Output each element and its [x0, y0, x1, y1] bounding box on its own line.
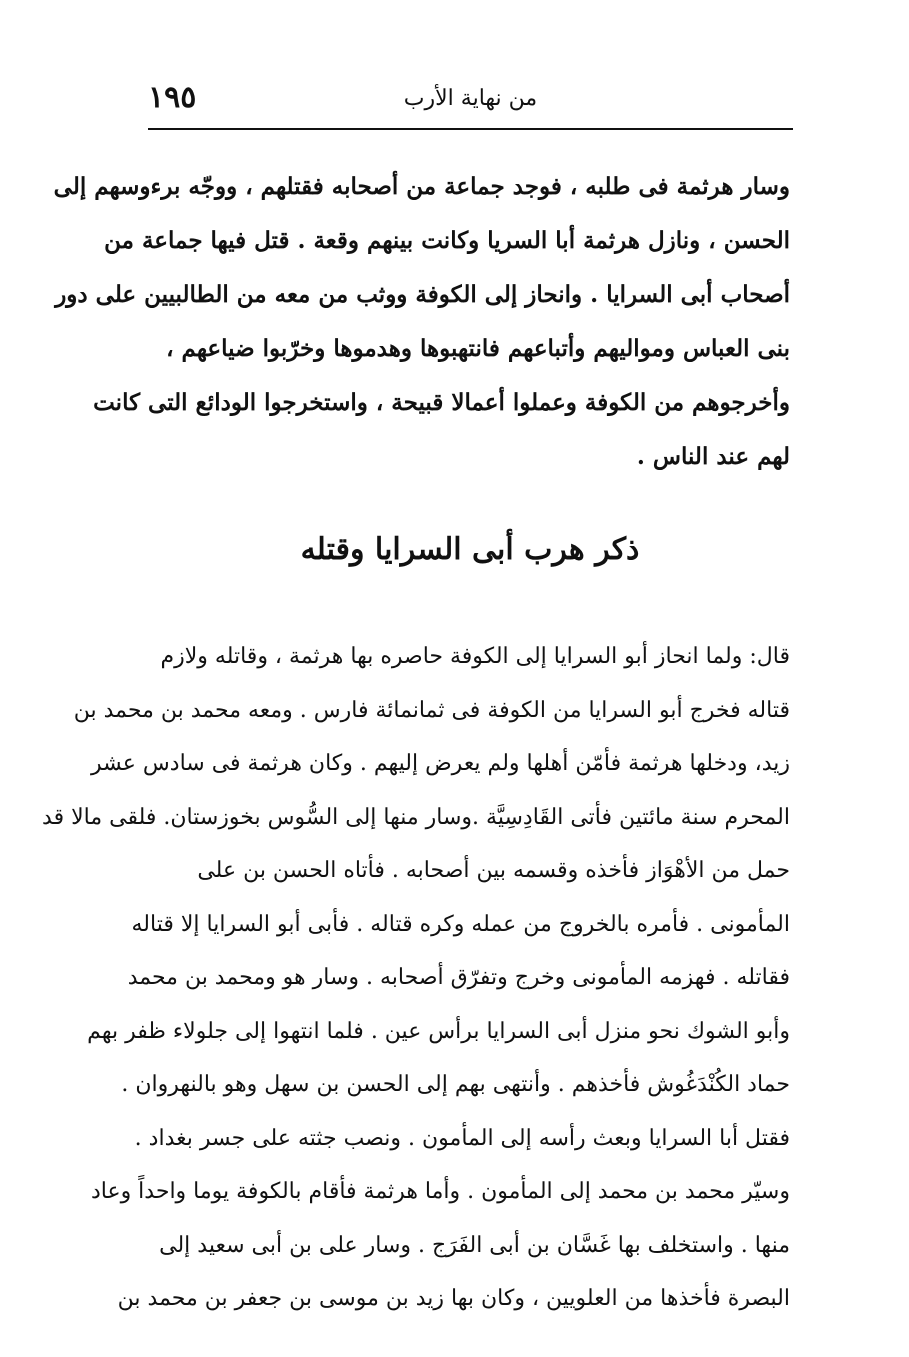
paragraph-1: [53, 160, 790, 484]
text-line: الحسن ، ونازل هرثمة أبا السريا وكانت بينهم وقعة . قتل فيها جماعة من: [104, 227, 790, 254]
page-header: [148, 80, 793, 120]
text-line: وأبو الشوك نحو منزل أبى السرايا برأس عين . فلما انتهوا إلى جلولاء ظفر بهم: [87, 1018, 790, 1044]
text-line: المأمونى . فأمره بالخروج من عمله وكره قتاله . فأبى أبو السرايا إلا قتاله: [131, 911, 790, 937]
page-number: ١٩٥: [148, 80, 197, 115]
text-line: فقتل أبا السرايا وبعث رأسه إلى المأمون . ونصب جثته على جسر بغداد .: [134, 1125, 790, 1151]
text-line: قال: ولما انحاز أبو السرايا إلى الكوفة حاصره بها هرثمة ، وقاتله ولازم: [160, 644, 790, 669]
text-line: فقاتله . فهزمه المأمونى وخرج وتفرّق أصحابه . وسار هو ومحمد بن محمد: [127, 965, 790, 990]
paragraph-2: [42, 630, 790, 1326]
text-line: البصرة فأخذها من العلويين ، وكان بها زيد بن موسى بن جعفر بن محمد بن: [117, 1286, 790, 1311]
text-line: وأخرجوهم من الكوفة وعملوا أعمالا قبيحة ، واستخرجوا الودائع التى كانت: [93, 389, 790, 416]
text-line: أصحاب أبى السرايا . وانحاز إلى الكوفة ووثب من معه من الطالبيين على دور: [55, 281, 790, 308]
text-line: زيد، ودخلها هرثمة فأمّن أهلها ولم يعرض إليهم . وكان هرثمة فى سادس عشر: [91, 751, 790, 776]
text-line: وسار هرثمة فى طلبه ، فوجد جماعة من أصحابه فقتلهم ، ووجّه برءوسهم إلى: [53, 173, 790, 200]
text-line: منها . واستخلف بها غَسَّان بن أبى الفَرَج . وسار على بن أبى سعيد إلى: [159, 1232, 790, 1258]
text-line: المحرم سنة مائتين فأتى القَادِسِيَّة .وسار منها إلى السُّوس بخوزستان. فلقى مالا قد: [42, 804, 790, 830]
text-line: لهم عند الناس .: [636, 443, 790, 470]
running-title: من نهاية الأرب: [403, 86, 538, 111]
section-title: ذكر هرب أبى السرايا وقتله: [300, 532, 640, 567]
text-line: حمل من الأهْوَاز فأخذه وقسمه بين أصحابه . فأتاه الحسن بن على: [197, 858, 790, 883]
text-line: بنى العباس ومواليهم وأتباعهم فانتهبوها وهدموها وخرّبوا ضياعهم ،: [166, 335, 790, 362]
text-line: قتاله فخرج أبو السرايا من الكوفة فى ثمانمائة فارس . ومعه محمد بن محمد بن: [73, 697, 790, 723]
text-line: حماد الكُنْدَغُوش فأخذهم . وأنتهى بهم إلى الحسن بن سهل وهو بالنهروان .: [121, 1072, 790, 1097]
header-rule: [148, 128, 793, 130]
text-line: وسيّر محمد بن محمد إلى المأمون . وأما هرثمة فأقام بالكوفة يوما واحداً وعاد: [90, 1179, 790, 1204]
